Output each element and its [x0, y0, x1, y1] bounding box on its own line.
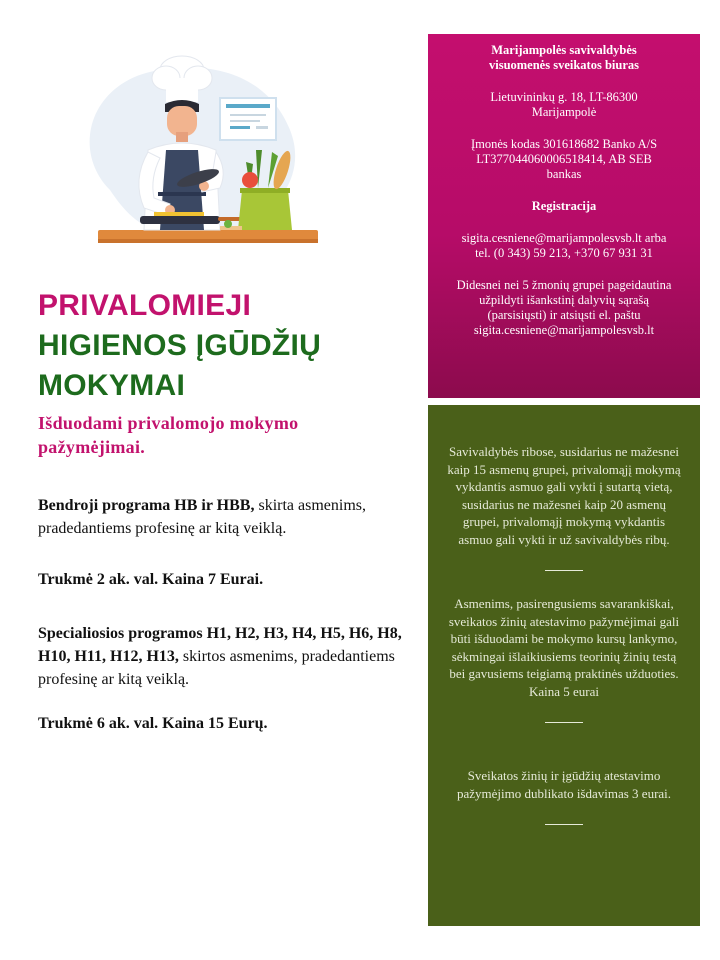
special-program-text: skirtos asmenims, pradedantiems profesinę ar kitą veiklą. — [38, 648, 395, 688]
group-note-line-3[interactable]: (parsisiųsti) ir atsiųsti el. paštu — [487, 308, 641, 322]
page-title — [38, 286, 418, 406]
info-paragraph-duplicate: Sveikatos žinių ir įgūdžių atestavimo pažymėjimo dublikato išdavimas 3 eurai. — [456, 768, 672, 801]
subtitle: Išduodami privalomojo mokymo pažymėjimai. — [38, 413, 299, 457]
chef-cooking-icon — [70, 40, 370, 250]
address-line-2: Marijampolė — [531, 105, 597, 119]
contact-panel — [428, 34, 700, 398]
general-program-duration — [38, 568, 403, 591]
info-paragraph-self-study: Asmenims, pasirengusiems savarankiškai, sveikatos žinių atestavimo pažymėjimai gali būti išduodami be mokymo kursų lankymo, sėkmingai išlaikiusiems teorinių žinių testą bei gavusiems teigiamą praktinės užduoties. Kaina 5 eurai — [448, 596, 680, 699]
title-line-3: MOKYMAI — [38, 369, 186, 402]
info-paragraph-group-training: Savivaldybės ribose, susidarius ne mažesnei kaip 15 asmenų grupei, privalomąjį mokymą vykdantis asmuo gali vykti į sutartą vietą, susidarius ne mažesnei kaip 20 asmenų grupei, privalomąjį mokymą vykdantis asmuo gali vykti ir už savivaldybės ribų. — [447, 444, 681, 547]
chef-cooking-illustration — [70, 40, 370, 250]
company-line-2: LT377044060006518414, AB SEB — [476, 152, 652, 166]
divider — [545, 570, 583, 571]
title-line-2: HIGIENOS ĮGŪDŽIŲ — [38, 329, 322, 362]
divider — [545, 824, 583, 825]
title-line-1: PRIVALOMIEJI — [38, 289, 252, 322]
group-note-line-1: Didesnei nei 5 žmonių grupei pageidautina — [456, 278, 672, 292]
org-name-line-1: Marijampolės savivaldybės — [491, 43, 637, 57]
general-program-name: Bendroji programa HB ir HBB, — [38, 497, 255, 514]
registration-phone-line: tel. (0 343) 59 213, +370 67 931 31 — [475, 246, 653, 260]
general-program-text: skirta asmenims, pradedantiems profesinę ar kitą veiklą. — [38, 497, 367, 537]
group-note-line-2: užpildyti išankstinį dalyvių sąrašą — [479, 293, 649, 307]
special-program-description — [38, 622, 403, 691]
info-panel — [428, 405, 700, 926]
registration-email-line[interactable]: sigita.cesniene@marijampolesvsb.lt arba — [461, 231, 667, 245]
org-name-line-2: visuomenės sveikatos biuras — [488, 58, 640, 72]
company-line-3: bankas — [546, 167, 582, 181]
general-program-duration-text: Trukmė 2 ak. val. Kaina 7 Eurai. — [38, 571, 264, 588]
special-program-duration — [38, 712, 403, 735]
special-program-duration-text: Trukmė 6 ak. val. Kaina 15 Eurų. — [38, 715, 268, 732]
general-program-description — [38, 494, 403, 540]
divider — [545, 722, 583, 723]
group-note-email[interactable]: sigita.cesniene@marijampolesvsb.lt — [473, 323, 655, 337]
registration-heading: Registracija — [531, 199, 597, 213]
address-line-1: Lietuvininkų g. 18, LT-86300 — [490, 90, 638, 104]
company-line-1: Įmonės kodas 301618682 Banko A/S — [470, 137, 658, 151]
special-program-name: Specialiosios programos H1, H2, H3, H4, H5, H6, H8, H10, H11, H12, H13, — [38, 625, 402, 665]
